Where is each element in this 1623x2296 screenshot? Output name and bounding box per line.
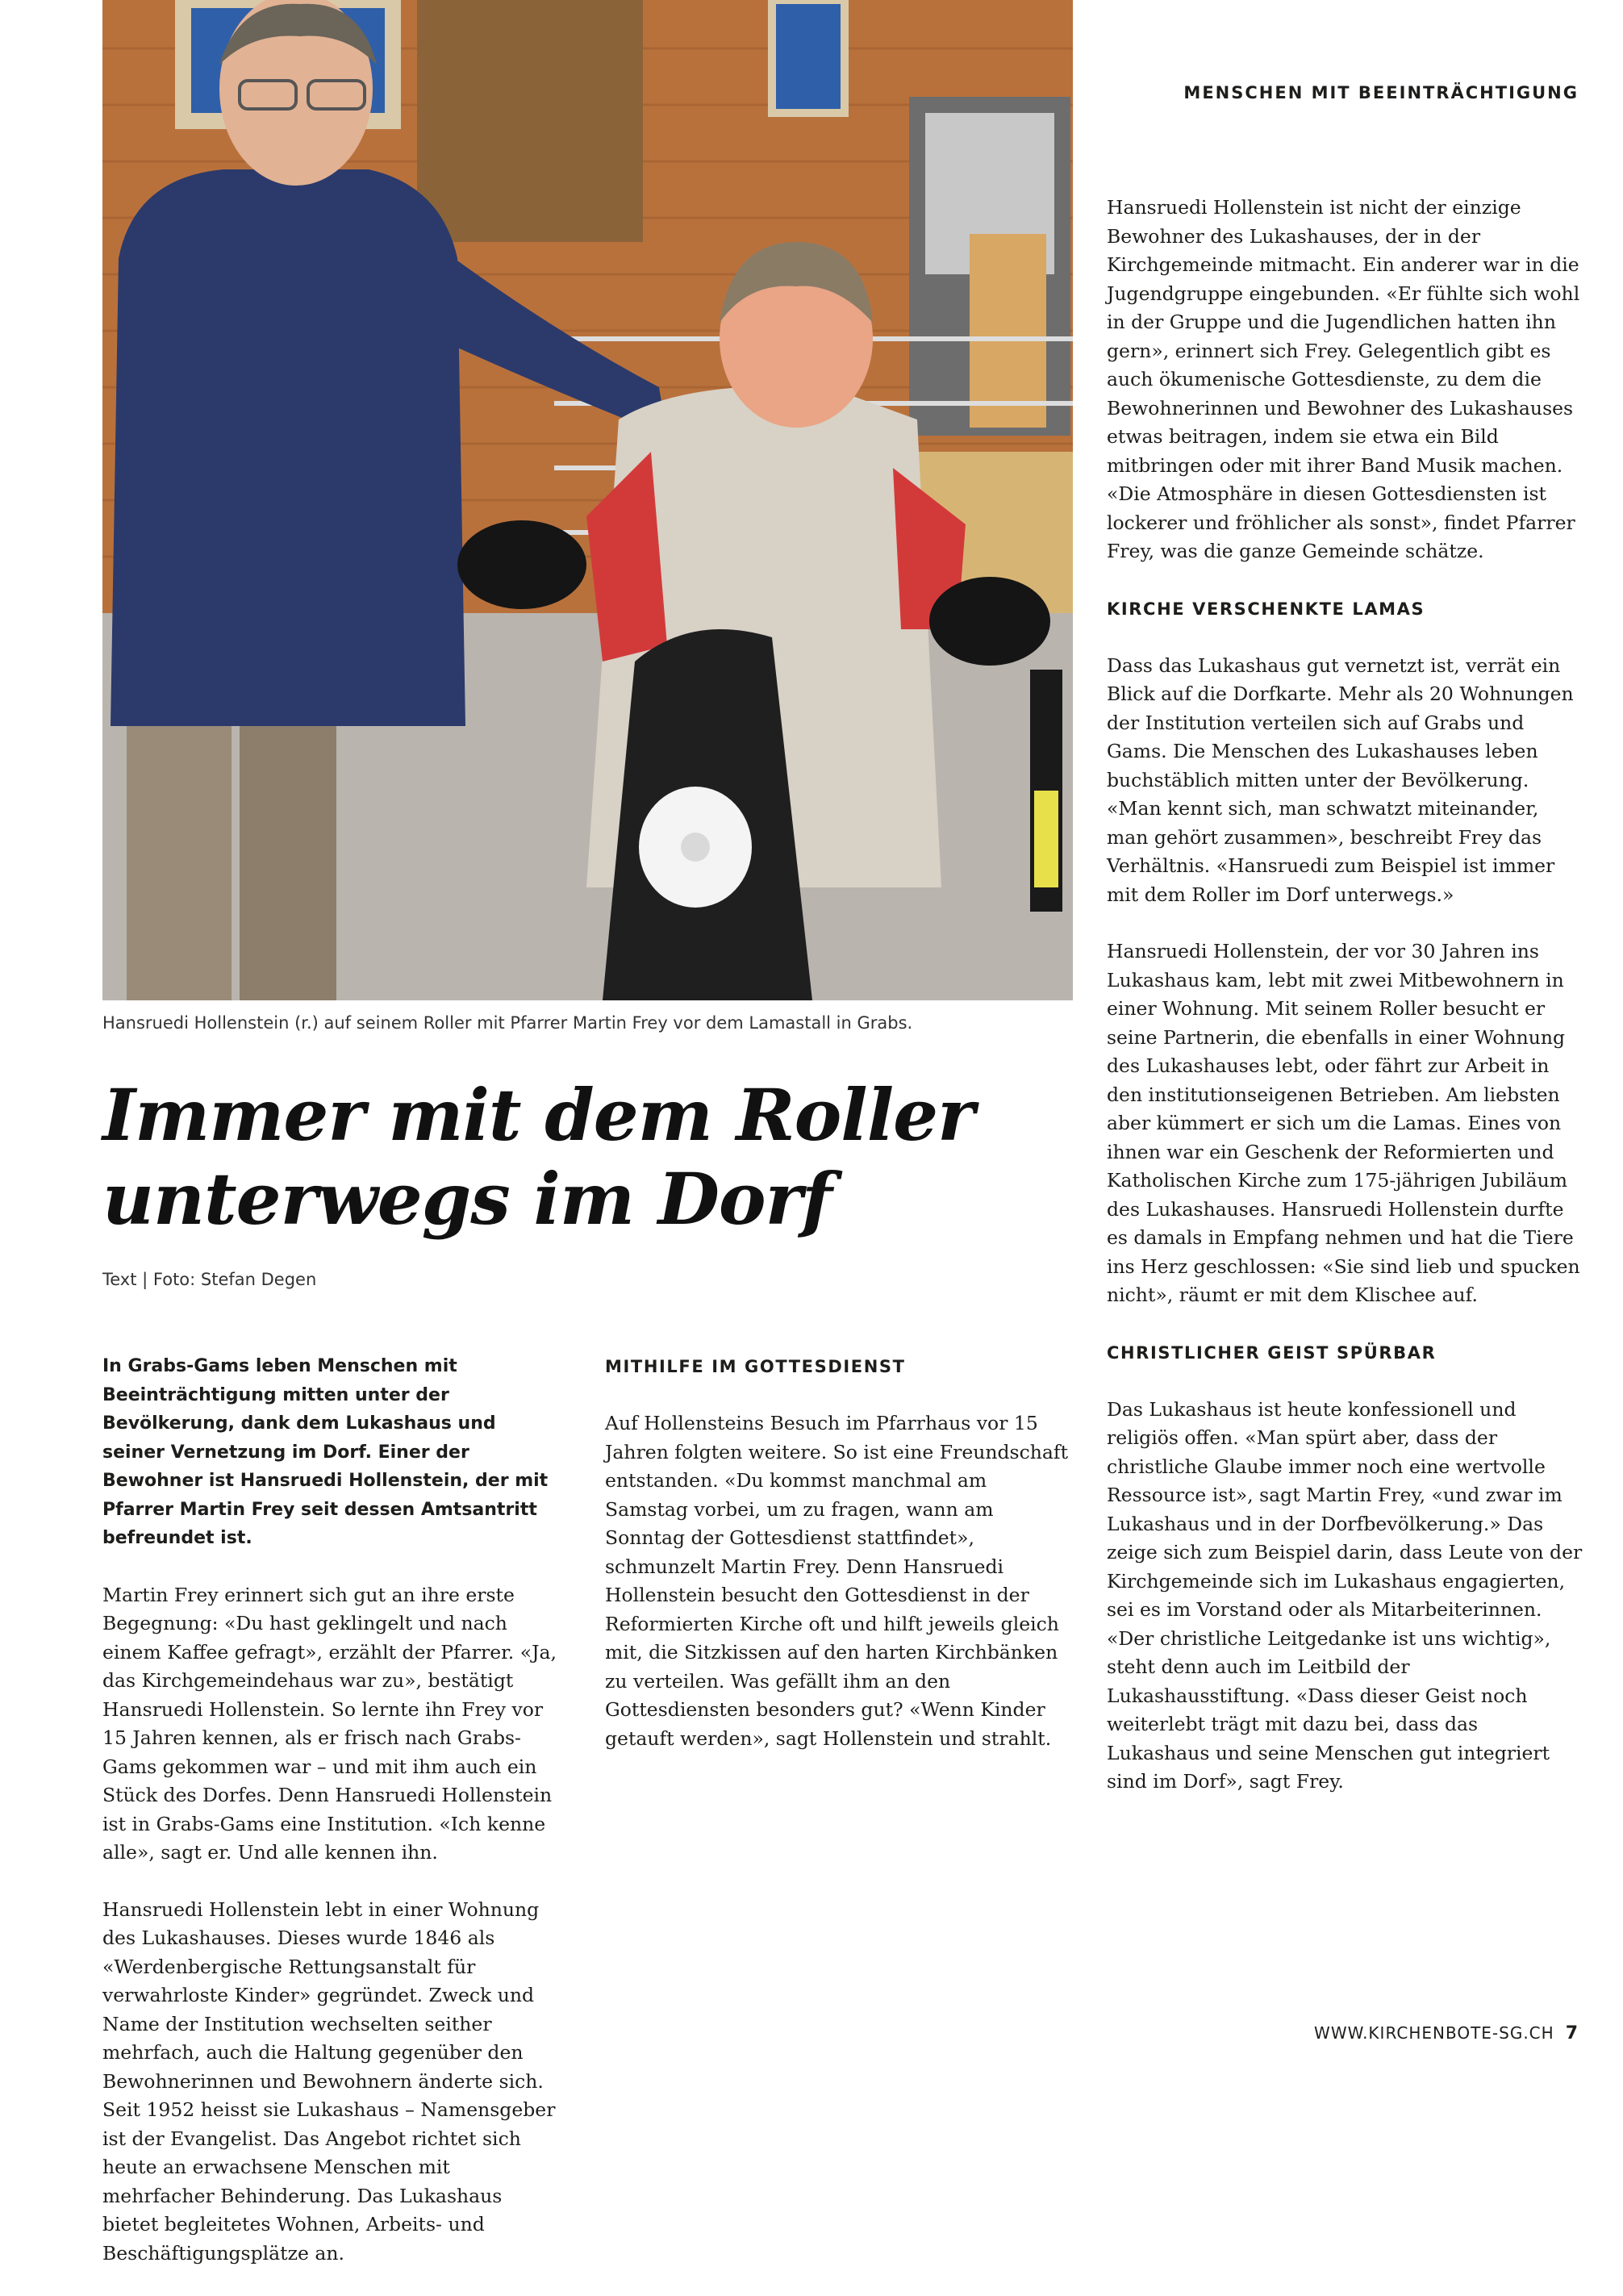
text-column-3	[1107, 194, 1583, 1825]
article-photo	[102, 0, 1073, 1000]
lead-paragraph: In Grabs-Gams leben Menschen mit Beeinträchtigung mitten unter der Bevölkerung, dank dem Lukashaus und seiner Vernetzung im Dorf. Einer der Bewohner ist Hansruedi Hollenstein, der mit Pfarrer Martin Frey seit dessen Amtsantritt befreundet ist.	[102, 1356, 549, 1548]
body-paragraph-6: Hansruedi Hollenstein, der vor 30 Jahren ins Lukashaus kam, lebt mit zwei Mitbewohnern in einer Wohnung. Mit seinem Roller besucht er seine Partnerin, die ebenfalls in einer Wohnung des Lukashauses lebt, oder fährt zur Arbeit in den institutionseigenen Betrieben. Am liebsten aber kümmert er sich um die Lamas. Eines von ihnen war ein Geschenk der Reformierten und Katholischen Kirche zum 175-jährigen Jubiläum des Lukashauses. Hansruedi Hollenstein durfte es damals in Empfang nehmen und hat die Tiere ins Herz geschlossen: «Sie sind lieb und spucken nicht», räumt er mit dem Klischee auf.	[1107, 940, 1580, 1306]
body-paragraph-4: Hansruedi Hollenstein ist nicht der einzige Bewohner des Lukashauses, der in der Kirchgemeinde mitmacht. Ein anderer war in die Jugendgruppe eingebunden. «Er fühlte sich wohl in der Gruppe und die Jugendlichen hatten ihn gern», erinnert sich Frey. Gelegentlich gibt es auch ökumenische Gottesdienste, zu dem die Bewohnerinnen und Bewohner des Lukashauses etwas beitragen, indem sie etwa ein Bild mitbringen oder mit ihrer Band Musik machen. «Die Atmosphäre in diesen Gottesdiensten ist lockerer und fröhlicher als sonst», findet Pfarrer Frey, was die ganze Gemeinde schätze.	[1107, 196, 1580, 562]
subheading-lamas: KIRCHE VERSCHENKTE LAMAS	[1107, 599, 1425, 619]
subheading-mithilfe: MITHILFE IM GOTTESDIENST	[605, 1357, 906, 1376]
subheading-geist: CHRISTLICHER GEIST SPÜRBAR	[1107, 1342, 1437, 1363]
body-paragraph-5: Dass das Lukashaus gut vernetzt ist, verrät ein Blick auf die Dorfkarte. Mehr als 20 Wohnungen der Institution verteilen sich auf Grabs und Gams. Die Menschen des Lukashauses leben buchstäblich mitten unter der Bevölkerung. «Man kennt sich, man schwatzt miteinander, man gehört zusammen», beschreibt Frey das Verhältnis. «Hansruedi zum Beispiel ist immer mit dem Roller im Dorf unterwegs.»	[1107, 653, 1574, 906]
body-paragraph-7: Das Lukashaus ist heute konfessionell und religiös offen. «Man spürt aber, dass der christliche Glaube immer noch eine wertvolle Ressource ist», sagt Martin Frey, «und zwar im Lukashaus und in der Dorfbevölkerung.» Das zeige sich zum Beispiel darin, dass Leute von der Kirchgemeinde sich im Lukashaus engagierten, sei es im Vorstand oder als Mitarbeiterinnen. «Der christliche Leitgedanke ist uns wichtig», steht denn auch im Leitbild der Lukashausstiftung. «Dass dieser Geist noch weiterlebt trägt mit dazu bei, dass das Lukashaus und seine Menschen gut integriert sind im Dorf», sagt Frey.	[1107, 1397, 1583, 1793]
text-column-2	[605, 1352, 1069, 1781]
photo-caption: Hansruedi Hollenstein (r.) auf seinem Roller mit Pfarrer Martin Frey vor dem Lamastall in Grabs.	[102, 1013, 913, 1033]
text-column-1	[102, 1352, 562, 2296]
page-number: 7	[1565, 2023, 1579, 2043]
body-paragraph-2: Hansruedi Hollenstein lebt in einer Wohnung des Lukashauses. Dieses wurde 1846 als «Werdenbergische Rettungsanstalt für verwahrloste Kinder» gegründet. Zweck und Name der Institution wechselten seither mehrfach, auch die Haltung gegenüber den Bewohnerinnen und Bewohnern änderte sich. Seit 1952 heisst sie Lukashaus – Namensgeber ist der Evangelist. Das Angebot richtet sich heute an erwachsene Menschen mit mehrfacher Behinderung. Das Lukashaus bietet begleitetes Wohnen, Arbeits- und Beschäftigungsplätze an.	[102, 1897, 556, 2265]
section-label: MENSCHEN MIT BEEINTRÄCHTIGUNG	[1183, 83, 1579, 102]
body-paragraph-1: Martin Frey erinnert sich gut an ihre erste Begegnung: «Du hast geklingelt und nach einem Kaffee gefragt», erzählt der Pfarrer. «Ja, das Kirchgemeindehaus war zu», bestätigt Hansruedi Hollenstein. So lernte ihn Frey vor 15 Jahren kennen, als er frisch nach Grabs-Gams gekommen war – und mit ihm auch ein Stück des Dorfes. Denn Hansruedi Hollenstein ist in Grabs-Gams eine Institution. «Ich kenne alle», sagt er. Und alle kennen ihn.	[102, 1583, 557, 1864]
headline	[102, 1073, 1070, 1241]
byline: Text | Foto: Stefan Degen	[102, 1270, 317, 1289]
body-paragraph-3: Auf Hollensteins Besuch im Pfarrhaus vor 15 Jahren folgten weitere. So ist eine Freundschaft entstanden. «Du kommst manchmal am Samstag vorbei, um zu fragen, wann am Sonntag der Gottesdienst stattfindet», schmunzelt Martin Frey. Denn Hansruedi Hollenstein besucht den Gottesdienst in der Reformierten Kirche oft und hilft jeweils gleich mit, die Sitzkissen auf den harten Kirchbänken zu verteilen. Was gefällt ihm an den Gottesdiensten besonders gut? «Wenn Kinder getauft werden», sagt Hollenstein und strahlt.	[605, 1412, 1069, 1750]
website-url: WWW.KIRCHENBOTE-SG.CH	[1314, 2023, 1554, 2043]
page-footer	[1314, 2023, 1579, 2043]
photo-illustration	[102, 0, 1073, 1000]
headline-line-1: Immer mit dem Roller	[102, 1073, 974, 1157]
headline-line-2: unterwegs im Dorf	[102, 1157, 832, 1241]
